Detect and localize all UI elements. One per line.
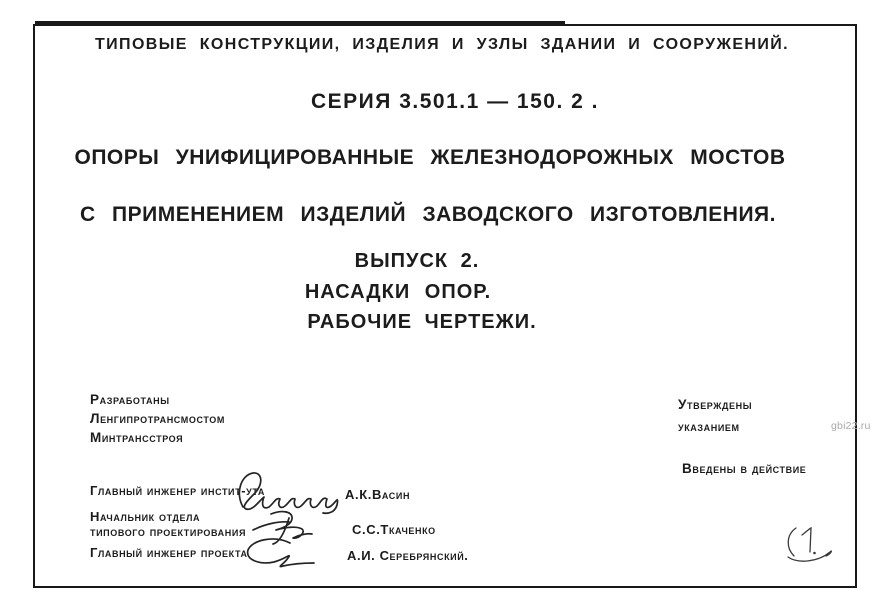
developed-by-line-3: Минтрансстроя	[90, 430, 184, 445]
developed-by-block	[90, 390, 225, 447]
developed-by-line-2: Ленгипротрансмостом	[90, 411, 225, 426]
subtitle-line-1: НАСАДКИ ОПОР.	[304, 281, 492, 303]
signature-name-3: А.И. Серебрянский.	[347, 548, 469, 563]
main-title-line-1: ОПОРЫ УНИФИЦИРОВАННЫЕ ЖЕЛЕЗНОДОРОЖНЫХ МОСТОВ	[74, 146, 786, 169]
issue-line: ВЫПУСК 2.	[354, 250, 480, 272]
approved-block	[678, 394, 752, 438]
signature-role-2: Начальник отдела типового проектирования	[90, 509, 247, 539]
main-title-line-2: С ПРИМЕНЕНИЕМ ИЗДЕЛИЙ ЗАВОДСКОГО ИЗГОТОВЛЕНИЯ.	[80, 203, 776, 226]
handwritten-sheet-number	[778, 524, 842, 564]
signature-name-1: А.К.Васин	[345, 487, 411, 502]
watermark: gbi22.ru	[831, 420, 871, 432]
effective-line: Введены в действие	[682, 461, 807, 476]
signature-role-1: Главный инженер инстит-ута	[90, 483, 265, 498]
document-header-line: ТИПОВЫЕ КОНСТРУКЦИИ, ИЗДЕЛИЯ И УЗЛЫ ЗДАНИИ И СООРУЖЕНИЙ.	[94, 36, 790, 53]
series-number-line: СЕРИЯ 3.501.1 — 150. 2 .	[311, 90, 599, 113]
subtitle-line-2: РАБОЧИЕ ЧЕРТЕЖИ.	[307, 311, 537, 333]
developed-by-line-1: Разработаны	[90, 392, 170, 407]
border-top-double-line	[35, 21, 565, 24]
signature-name-2: С.С.Ткаченко	[352, 522, 436, 537]
signature-role-3: Главный инженер проекта	[90, 545, 248, 560]
approved-line-2: указанием	[678, 419, 740, 434]
approved-line-1: Утверждены	[678, 397, 753, 412]
